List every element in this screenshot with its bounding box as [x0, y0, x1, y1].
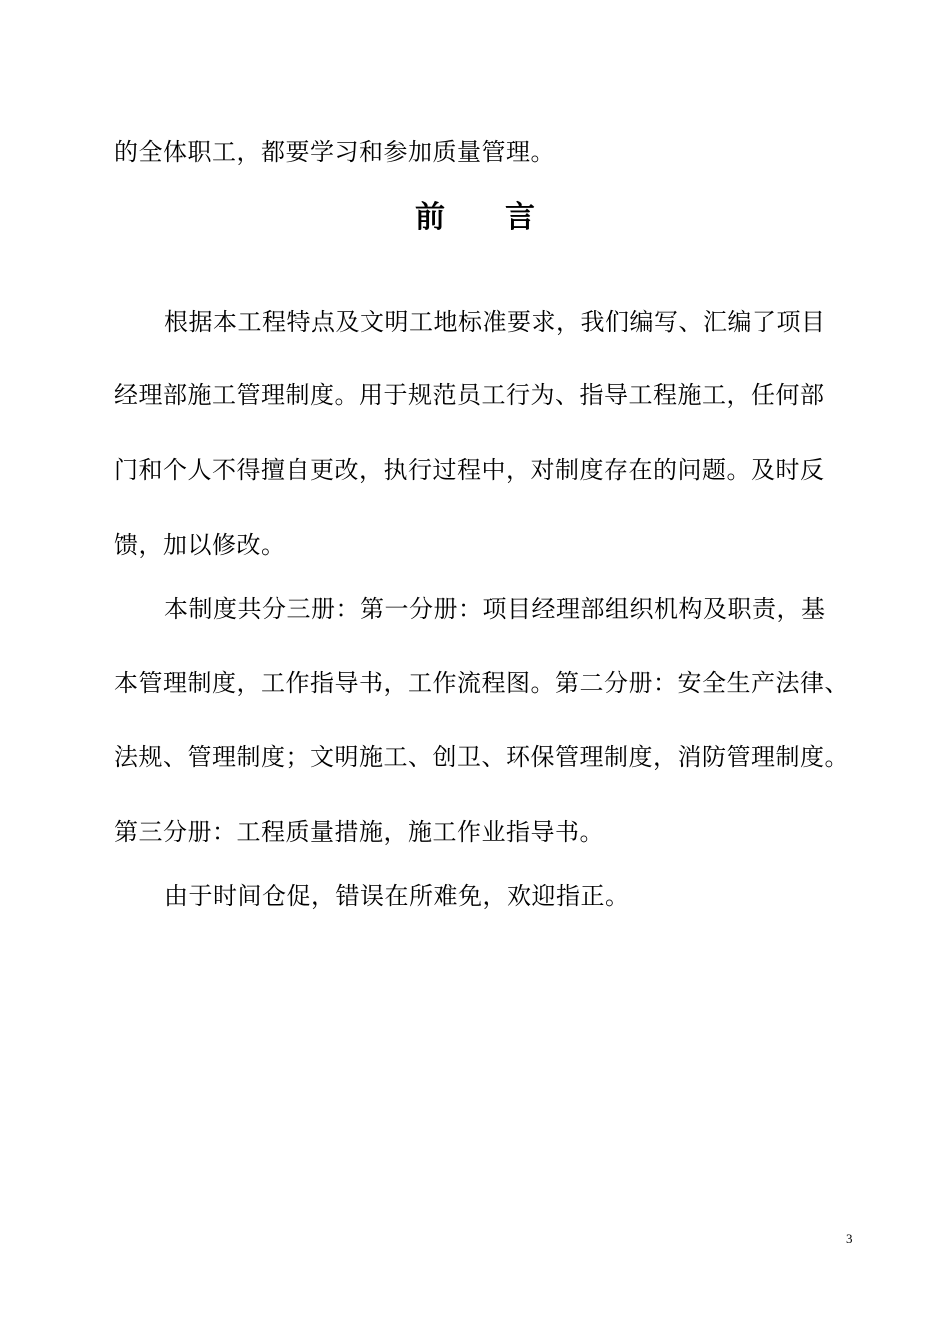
paragraph-1-line-4: 馈，加以修改。	[114, 531, 286, 559]
paragraph-2-line-3: 法规、管理制度；文明施工、创卫、环保管理制度，消防管理制度。	[114, 743, 849, 771]
paragraph-2-line-1: 本制度共分三册：第一分册：项目经理部组织机构及职责，基	[164, 595, 826, 623]
page-title: 前言	[415, 200, 595, 235]
paragraph-2-line-4: 第三分册：工程质量措施，施工作业指导书。	[114, 818, 604, 846]
paragraph-1-line-2: 经理部施工管理制度。用于规范员工行为、指导工程施工，任何部	[114, 381, 825, 409]
paragraph-1-line-3: 门和个人不得擅自更改，执行过程中，对制度存在的问题。及时反	[114, 456, 825, 484]
continuation-line: 的全体职工，都要学习和参加质量管理。	[114, 138, 555, 166]
paragraph-3-line-1: 由于时间仓促，错误在所难免，欢迎指正。	[164, 882, 630, 910]
paragraph-1-line-1: 根据本工程特点及文明工地标准要求，我们编写、汇编了项目	[164, 308, 826, 336]
page-number: 3	[846, 1231, 853, 1246]
paragraph-2-line-2: 本管理制度，工作指导书，工作流程图。第二分册：安全生产法律、	[114, 669, 849, 697]
